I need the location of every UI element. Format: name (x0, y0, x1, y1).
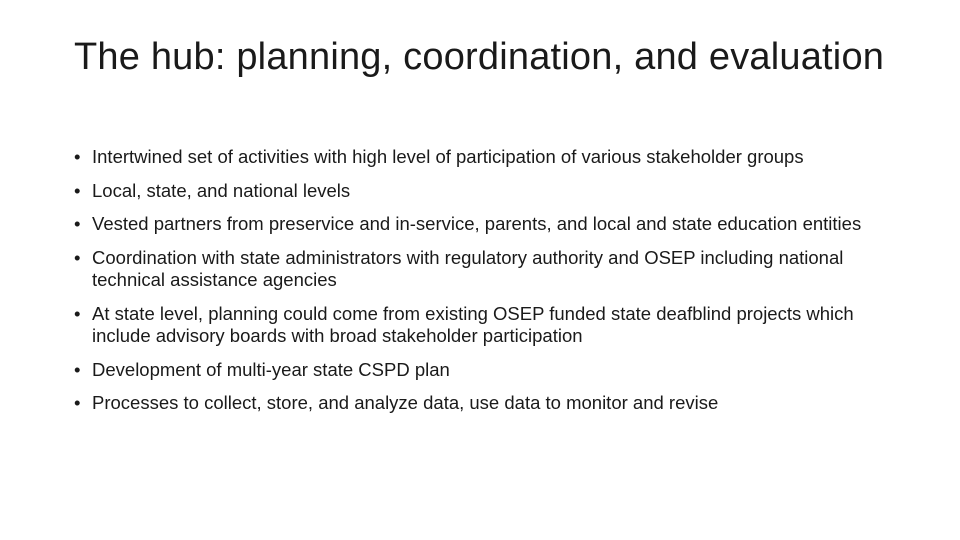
bullet-text: At state level, planning could come from existing OSEP funded state deafblind projects which include advisory boards with broad stakeholder participation (92, 302, 854, 346)
bullet-item (74, 213, 904, 236)
bullet-icon: • (74, 213, 81, 234)
bullet-item (74, 359, 904, 382)
bullet-item (74, 146, 904, 169)
bullet-text: Intertwined set of activities with high level of participation of various stakeholder groups (92, 146, 804, 167)
slide-title: The hub: planning, coordination, and evaluation (74, 36, 885, 78)
bullet-icon: • (74, 179, 81, 201)
bullet-icon: • (74, 358, 81, 380)
bullet-text: Coordination with state administrators with regulatory authority and OSEP including national technical assistance agencies (92, 246, 844, 290)
bullet-text: Vested partners from preservice and in-service, parents, and local and state education entities (92, 213, 862, 234)
bullet-icon: • (74, 146, 81, 167)
bullet-text: Development of multi-year state CSPD plan (92, 358, 450, 380)
bullet-item (74, 303, 904, 348)
bullet-icon: • (74, 246, 81, 268)
bullet-list (74, 146, 904, 415)
bullet-text: Processes to collect, store, and analyze data, use data to monitor and revise (92, 392, 719, 413)
bullet-item (74, 180, 904, 203)
bullet-icon: • (74, 392, 81, 413)
bullet-text: Local, state, and national levels (92, 179, 351, 201)
bullet-item (74, 247, 904, 292)
bullet-item (74, 392, 904, 415)
bullet-icon: • (74, 302, 81, 324)
